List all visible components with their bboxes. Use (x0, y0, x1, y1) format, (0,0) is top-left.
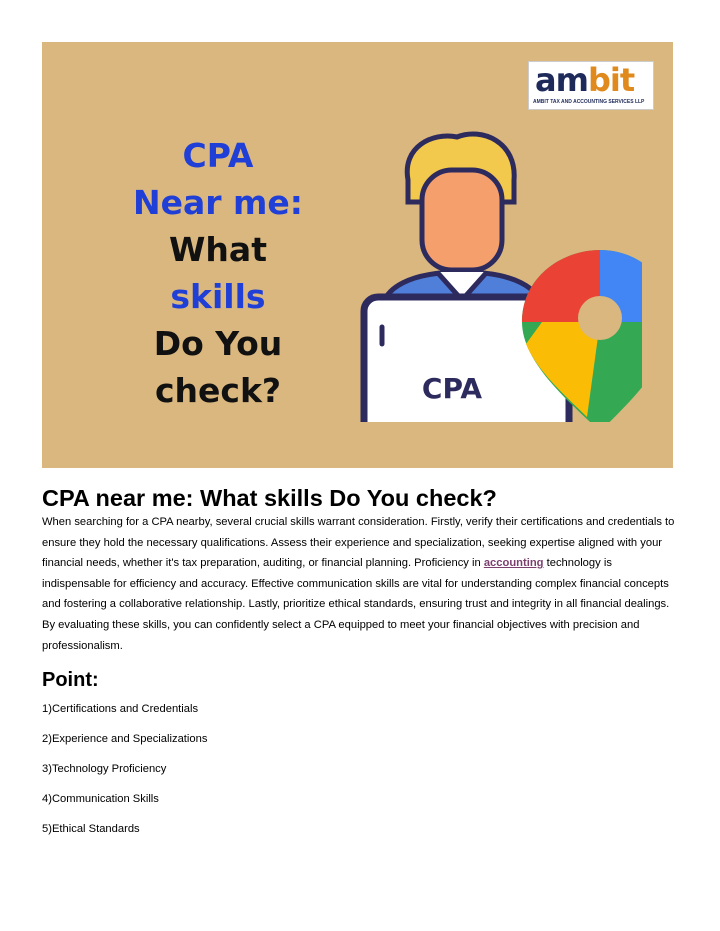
accountant-illustration (342, 122, 642, 422)
hero-banner (42, 42, 673, 468)
hero-title-line: CPA (182, 136, 254, 175)
points-list (42, 699, 207, 849)
list-item: 2)Experience and Specializations (42, 733, 208, 745)
hero-title-line: check? (154, 371, 282, 410)
laptop-label: CPA (421, 372, 483, 405)
points-heading: Point: (42, 669, 99, 691)
logo-subtitle: AMBIT TAX AND ACCOUNTING SERVICES LLP (533, 99, 645, 105)
list-item: 1)Certifications and Credentials (42, 703, 199, 715)
hero-title-line: skills (170, 277, 266, 316)
list-item: 4)Communication Skills (42, 793, 159, 805)
ambit-logo (528, 61, 654, 110)
list-item: 5)Ethical Standards (42, 823, 140, 835)
hero-title-line: Do You (153, 324, 283, 363)
logo-wordmark: ambit (535, 61, 635, 99)
article-paragraph: When searching for a CPA nearby, several crucial skills warrant consideration. Firstly, verify their certifications and credentials to ensure they hold the necessary qualifications. Assess their experience and specialization, seeking expertise aligned with your financial needs, whether it's tax preparation, auditing, or financial planning. Proficiency in accounting technology is indispensable for efficiency and accuracy. Effective communication skills are vital for understanding complex financial concepts and fostering a collaborative relationship. Lastly, prioritize ethical standards, ensuring trust and integrity in all financial dealings. By evaluating these skills, you can confidently select a CPA equipped to meet your financial objectives with precision and professionalism. (42, 516, 675, 652)
hero-title (118, 132, 318, 414)
accounting-link[interactable]: accounting (483, 557, 544, 570)
article-heading: CPA near me: What skills Do You check? (42, 485, 497, 511)
hero-title-line: Near me: (133, 183, 303, 222)
face-shape (422, 170, 502, 270)
hero-title-line: What (169, 230, 267, 269)
list-item: 3)Technology Proficiency (42, 763, 167, 775)
